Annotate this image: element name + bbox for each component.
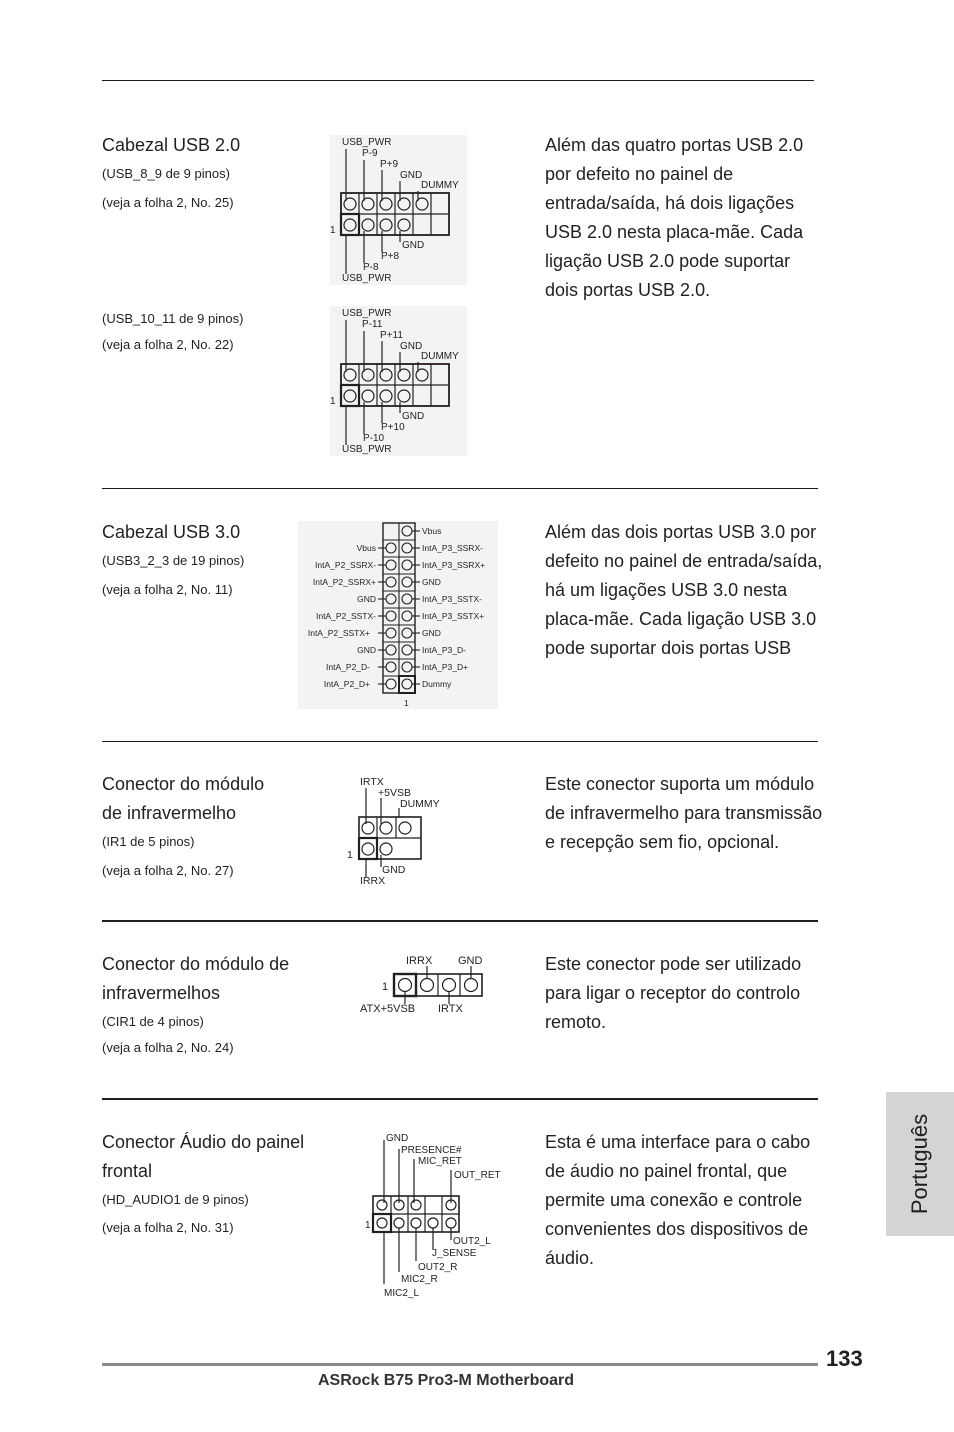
section-divider	[102, 920, 818, 922]
usb3-right-3: GND	[422, 577, 441, 587]
cir-pin1: 1	[382, 981, 389, 993]
usb3-left-4: IntA_P2_SSTX-	[315, 611, 376, 621]
usb3-header-diagram	[298, 521, 498, 709]
usb3-left-1: IntA_P2_SSRX-	[315, 560, 376, 570]
usb2-d1-top-4: DUMMY	[421, 180, 459, 191]
ir-sub: (IR1 de 5 pinos)	[102, 834, 195, 849]
usb2-description: Além das quatro portas USB 2.0 por defeito no painel de entrada/saída, há dois ligações USB 2.0 nesta placa-mãe. Cada ligação USB 2.0 pode suportar dois portas USB 2.0.	[545, 135, 804, 300]
audio-bottom-3: MIC2_R	[401, 1274, 438, 1285]
usb2-d1-pin1: 1	[330, 225, 336, 236]
cir-sub: (CIR1 de 4 pinos)	[102, 1014, 204, 1029]
page-number: 133	[826, 1346, 863, 1371]
usb2-ref2: (veja a folha 2, No. 22)	[102, 337, 234, 352]
usb2-header-diagram-1	[330, 135, 467, 285]
ir-title-line1: Conector do módulo	[102, 774, 265, 794]
section-divider	[102, 1098, 818, 1100]
usb3-left-5: IntA_P2_SSTX+	[307, 628, 370, 638]
usb2-d2-top-1: P-11	[362, 319, 383, 330]
ir-header-diagram	[344, 776, 454, 888]
usb3-right-8: IntA_P3_D+	[422, 662, 469, 672]
cir-bottom-0: ATX+5VSB	[360, 1003, 416, 1015]
usb2-d2-bottom-3: USB_PWR	[342, 444, 392, 455]
usb2-d2-top-3: GND	[400, 341, 423, 352]
usb3-left-6: GND	[357, 645, 376, 655]
ir-title-line2: de infravermelho	[102, 803, 237, 823]
footer-product-name: ASRock B75 Pro3-M Motherboard	[318, 1372, 575, 1389]
audio-title-line1: Conector Áudio do painel	[102, 1132, 305, 1152]
usb3-pin1: 1	[404, 698, 409, 708]
ir-top-1: +5VSB	[378, 787, 411, 799]
usb2-header-diagram-2	[330, 306, 467, 456]
usb3-ref: (veja a folha 2, No. 11)	[102, 582, 233, 597]
cir-description: Este conector pode ser utilizado para ligar o receptor do controlo remoto.	[545, 954, 802, 1032]
usb2-d2-bottom-2: P-10	[363, 433, 385, 444]
usb2-d1-bottom-2: P-8	[363, 262, 379, 273]
cir-bottom-1: IRTX	[438, 1003, 463, 1015]
usb2-d2-top-0: USB_PWR	[342, 308, 392, 319]
usb3-left-7: IntA_P2_D-	[326, 662, 370, 672]
audio-top-0: GND	[386, 1133, 409, 1144]
usb2-d1-bottom-0: GND	[402, 240, 425, 251]
footer-rule	[102, 1363, 818, 1366]
usb2-d1-top-1: P-9	[362, 148, 378, 159]
audio-top-2: MIC_RET	[418, 1156, 462, 1167]
usb2-sub2: (USB_10_11 de 9 pinos)	[102, 311, 244, 326]
ir-top-2: DUMMY	[400, 798, 440, 810]
usb2-ref1: (veja a folha 2, No. 25)	[102, 195, 234, 210]
section-divider	[102, 741, 818, 742]
usb3-description: Além das dois portas USB 3.0 por defeito no painel de entrada/saída, há um ligações USB 3.0 nesta placa-mãe. Cada ligação USB 3.0 pode suportar dois portas USB	[545, 522, 823, 658]
ir-ref: (veja a folha 2, No. 27)	[102, 863, 234, 878]
language-side-tab	[886, 1092, 954, 1236]
usb3-left-2: IntA_P2_SSRX+	[312, 577, 376, 587]
audio-ref: (veja a folha 2, No. 31)	[102, 1220, 234, 1235]
usb3-right-1: IntA_P3_SSRX-	[422, 543, 483, 553]
usb2-d1-bottom-3: USB_PWR	[342, 273, 392, 284]
usb2-d2-top-2: P+11	[380, 330, 403, 341]
usb3-right-2: IntA_P3_SSRX+	[422, 560, 486, 570]
usb3-right-7: IntA_P3_D-	[422, 645, 466, 655]
cir-ref: (veja a folha 2, No. 24)	[102, 1040, 234, 1055]
audio-title-line2: frontal	[102, 1161, 153, 1181]
usb3-title: Cabezal USB 3.0	[102, 522, 241, 542]
usb3-left-3: GND	[357, 594, 376, 604]
ir-pin1: 1	[347, 849, 353, 861]
audio-bottom-4: MIC2_L	[384, 1288, 420, 1299]
usb2-d1-top-0: USB_PWR	[342, 137, 392, 148]
audio-header-diagram	[362, 1130, 504, 1302]
header-rule	[102, 80, 814, 81]
usb2-d1-bottom-1: P+8	[381, 251, 400, 262]
ir-top-0: IRTX	[360, 776, 384, 788]
audio-sub: (HD_AUDIO1 de 9 pinos)	[102, 1192, 249, 1207]
section-divider	[102, 488, 818, 489]
usb2-d2-bottom-0: GND	[402, 411, 425, 422]
usb3-right-5: IntA_P3_SSTX+	[422, 611, 485, 621]
usb2-d1-top-3: GND	[400, 170, 423, 181]
cir-top-1: GND	[458, 955, 483, 967]
usb2-sub1: (USB_8_9 de 9 pinos)	[102, 166, 230, 181]
audio-top-1: PRESENCE#	[401, 1145, 462, 1156]
cir-header-diagram	[356, 952, 496, 1018]
audio-bottom-1: J_SENSE	[432, 1248, 477, 1259]
usb2-d1-top-2: P+9	[380, 159, 399, 170]
usb2-d2-bottom-1: P+10	[381, 422, 405, 433]
audio-pin1: 1	[365, 1220, 371, 1231]
cir-title-line2: infravermelhos	[102, 983, 221, 1003]
usb3-left-8: IntA_P2_D+	[323, 679, 370, 689]
usb3-left-0: Vbus	[356, 543, 376, 553]
usb2-d2-pin1: 1	[330, 396, 336, 407]
cir-top-0: IRRX	[406, 955, 433, 967]
usb3-right-6: GND	[422, 628, 441, 638]
audio-description: Esta é uma interface para o cabo de áudio no painel frontal, que permite uma conexão e controle convenientes dos dispositivos de áudio.	[545, 1132, 811, 1268]
usb2-d2-top-4: DUMMY	[421, 351, 459, 362]
ir-bottom-1: IRRX	[360, 875, 386, 887]
audio-top-3: OUT_RET	[454, 1170, 501, 1181]
ir-bottom-0: GND	[382, 864, 406, 876]
audio-bottom-2: OUT2_R	[418, 1262, 458, 1273]
usb3-right-0: Vbus	[422, 526, 442, 536]
usb2-title: Cabezal USB 2.0	[102, 135, 241, 155]
usb3-right-9: Dummy	[422, 679, 452, 689]
ir-description: Este conector suporta um módulo de infravermelho para transmissão e recepção sem fio, opcional.	[545, 774, 823, 852]
usb3-right-4: IntA_P3_SSTX-	[422, 594, 483, 604]
audio-bottom-0: OUT2_L	[453, 1236, 491, 1247]
language-side-tab-label: Português	[907, 1113, 932, 1215]
cir-title-line1: Conector do módulo de	[102, 954, 290, 974]
usb3-sub: (USB3_2_3 de 19 pinos)	[102, 553, 245, 568]
